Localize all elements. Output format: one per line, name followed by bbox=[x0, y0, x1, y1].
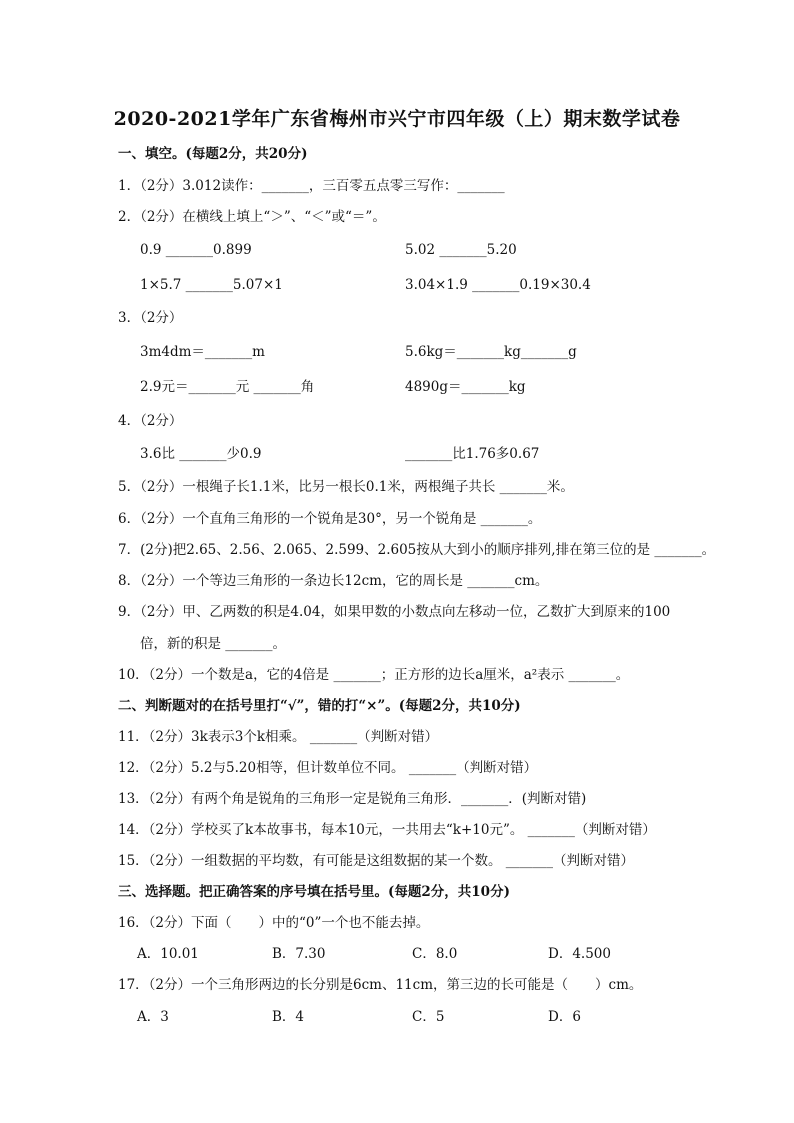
question-1: 1．（2分）3.012读作：_______，三百零五点零三写作：_______ bbox=[118, 178, 505, 194]
question-9: 9．（2分）甲、乙两数的积是4.04，如果甲数的小数点向左移动一位，乙数扩大到原来的100 bbox=[118, 604, 671, 620]
question-3a: 3m4dm＝_______m bbox=[140, 344, 265, 360]
question-6: 6．（2分）一个直角三角形的一个锐角是30°，另一个锐角是 _______。 bbox=[118, 511, 542, 527]
question-2: 2．（2分）在横线上填上“＞”、“＜”或“＝”。 bbox=[118, 209, 386, 225]
question-16: 16．（2分）下面（ ）中的“0”一个也不能去掉。 bbox=[118, 915, 430, 931]
question-3c: 2.9元＝_______元 _______角 bbox=[140, 379, 315, 395]
question-15: 15．（2分）一组数据的平均数，有可能是这组数据的某一个数。 _______（判断对错） bbox=[118, 853, 635, 869]
question-17-option-b: B．4 bbox=[272, 1009, 305, 1025]
question-16-option-b: B．7.30 bbox=[272, 946, 326, 962]
question-4: 4．（2分） bbox=[118, 413, 183, 429]
question-2b: 5.02 _______5.20 bbox=[405, 242, 517, 258]
question-16-option-d: D．4.500 bbox=[548, 946, 611, 962]
question-4b: _______比1.76多0.67 bbox=[405, 446, 540, 462]
page-title: 2020-2021学年广东省梅州市兴宁市四年级（上）期末数学试卷 bbox=[113, 108, 681, 130]
question-2c: 1×5.7 _______5.07×1 bbox=[140, 277, 283, 293]
question-2a: 0.9 _______0.899 bbox=[140, 242, 252, 258]
question-3d: 4890g＝_______kg bbox=[405, 379, 526, 395]
question-17-option-d: D．6 bbox=[548, 1009, 581, 1025]
question-16-option-c: C．8.0 bbox=[412, 946, 458, 962]
question-2d: 3.04×1.9 _______0.19×30.4 bbox=[405, 277, 591, 293]
section-fill-blank: 一、填空。(每题2分，共20分) bbox=[118, 146, 308, 162]
question-7: 7．(2分)把2.65、2.56、2.065、2.599、2.605按从大到小的顺序排列,排在第三位的是 _______。 bbox=[118, 542, 716, 558]
question-4a: 3.6比 _______少0.9 bbox=[140, 446, 262, 462]
question-17-option-a: A．3 bbox=[137, 1009, 169, 1025]
question-3b: 5.6kg＝_______kg_______g bbox=[405, 344, 577, 360]
question-11: 11．（2分）3k表示3个k相乘。 _______（判断对错） bbox=[118, 729, 439, 745]
question-9-continued: 倍，新的积是 _______。 bbox=[140, 636, 287, 652]
question-10: 10．（2分）一个数是a，它的4倍是 _______；正方形的边长a厘米，a²表示 _______。 bbox=[118, 667, 630, 683]
question-5: 5．（2分）一根绳子长1.1米，比另一根长0.1米，两根绳子共长 _______米。 bbox=[118, 479, 574, 495]
question-14: 14．（2分）学校买了k本故事书，每本10元，一共用去“k+10元”。 _______（判断对错） bbox=[118, 822, 656, 838]
question-8: 8．（2分）一个等边三角形的一条边长12cm，它的周长是 _______cm。 bbox=[118, 573, 549, 589]
question-17-option-c: C．5 bbox=[412, 1009, 445, 1025]
question-13: 13．（2分）有两个角是锐角的三角形一定是锐角三角形．_______．(判断对错) bbox=[118, 791, 587, 807]
question-16-option-a: A．10.01 bbox=[137, 946, 199, 962]
question-17: 17．（2分）一个三角形两边的长分别是6cm、11cm，第三边的长可能是（ ）cm。 bbox=[118, 977, 643, 993]
question-3: 3．（2分） bbox=[118, 310, 183, 326]
question-12: 12．（2分）5.2与5.20相等，但计数单位不同。 _______（判断对错） bbox=[118, 760, 538, 776]
section-true-false: 二、判断题对的在括号里打“√”，错的打“×”。(每题2分，共10分) bbox=[118, 698, 521, 714]
section-multiple-choice: 三、选择题。把正确答案的序号填在括号里。(每题2分，共10分) bbox=[118, 884, 510, 900]
